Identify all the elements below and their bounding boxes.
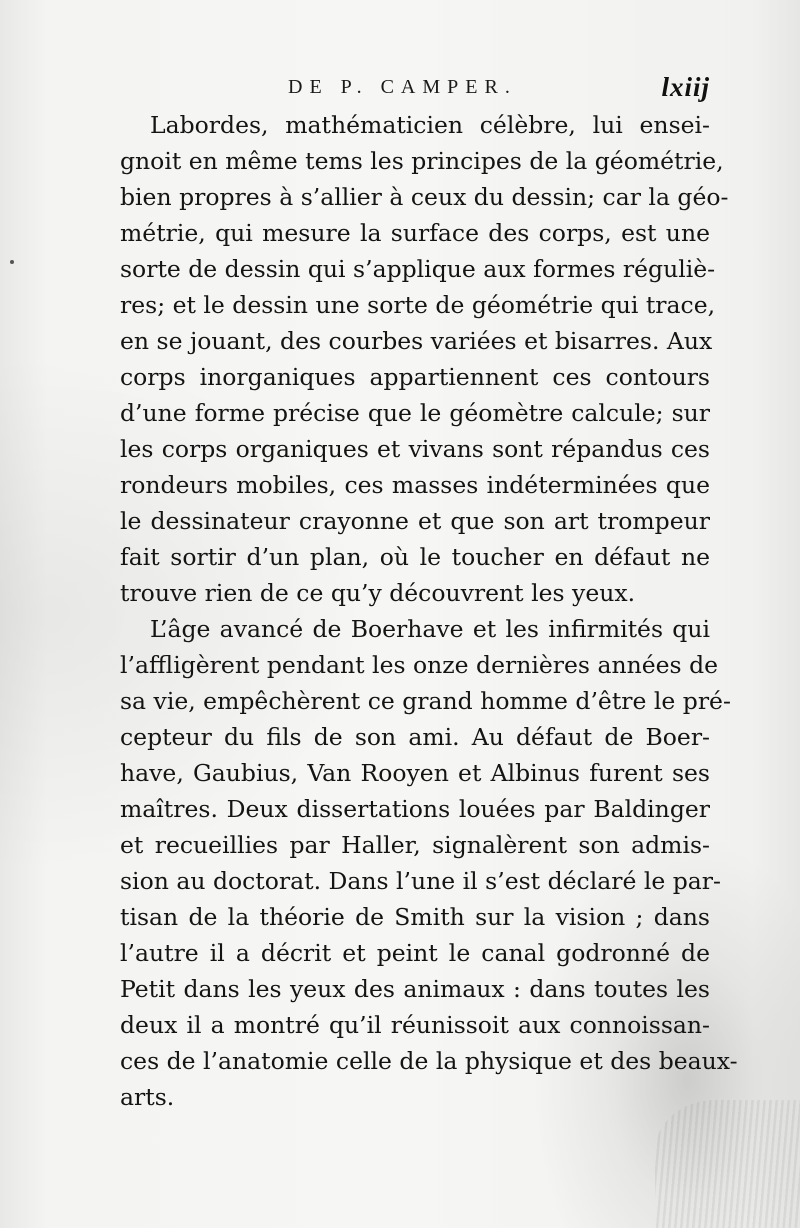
text-line: sion au doctorat. Dans l’une il s’est déclaré le par-: [120, 867, 721, 895]
text-line: arts.: [120, 1083, 175, 1111]
text-line: deux il a montré qu’il réunissoit aux connoissan-: [120, 1011, 710, 1039]
text-line: d’une forme précise que le géomètre calcule; sur: [120, 399, 710, 427]
text-line: en se jouant, des courbes variées et bisarres. Aux: [120, 327, 713, 355]
text-line: métrie, qui mesure la surface des corps, est une: [120, 219, 710, 247]
text-line: res; et le dessin une sorte de géométrie qui trace,: [120, 291, 716, 319]
text-line: gnoit en même tems les principes de la géométrie,: [120, 147, 724, 175]
ink-speck: [10, 260, 14, 264]
text-line: tisan de la théorie de Smith sur la vision ; dans: [120, 903, 710, 931]
text-line: l’autre il a décrit et peint le canal godronné de: [120, 939, 710, 967]
text-line: sa vie, empêchèrent ce grand homme d’être le pré-: [120, 687, 731, 715]
text-line: Labordes, mathématicien célèbre, lui ensei-: [150, 111, 710, 139]
body-text: [120, 107, 738, 1115]
text-line: trouve rien de ce qu’y découvrent les yeux.: [120, 579, 636, 607]
text-line: et recueillies par Haller, signalèrent son admis-: [120, 831, 710, 859]
text-line: bien propres à s’allier à ceux du dessin; car la géo-: [120, 183, 729, 211]
text-line: maîtres. Deux dissertations louées par Baldinger: [120, 795, 710, 823]
text-line: have, Gaubius, Van Rooyen et Albinus furent ses: [120, 759, 710, 787]
page-smudge: [655, 1100, 800, 1228]
text-line: sorte de dessin qui s’applique aux formes réguliè-: [120, 255, 716, 283]
text-line: corps inorganiques appartiennent ces contours: [120, 363, 710, 391]
page-number: lxiij: [661, 72, 710, 102]
text-line: fait sortir d’un plan, où le toucher en défaut ne: [120, 543, 710, 571]
text-line: rondeurs mobiles, ces masses indéterminées que: [120, 471, 710, 499]
text-line: le dessinateur crayonne et que son art trompeur: [120, 507, 710, 535]
text-line: l’affligèrent pendant les onze dernières années de: [120, 651, 719, 679]
running-header: [120, 72, 710, 106]
text-line: Petit dans les yeux des animaux : dans toutes les: [120, 975, 710, 1003]
text-line: L’âge avancé de Boerhave et les infirmités qui: [150, 615, 710, 643]
text-line: ces de l’anatomie celle de la physique et des beaux-: [120, 1047, 738, 1075]
text-line: cepteur du fils de son ami. Au défaut de Boer-: [120, 723, 710, 751]
text-line: les corps organiques et vivans sont répandus ces: [120, 435, 710, 463]
running-title: DE P. CAMPER.: [288, 76, 517, 98]
